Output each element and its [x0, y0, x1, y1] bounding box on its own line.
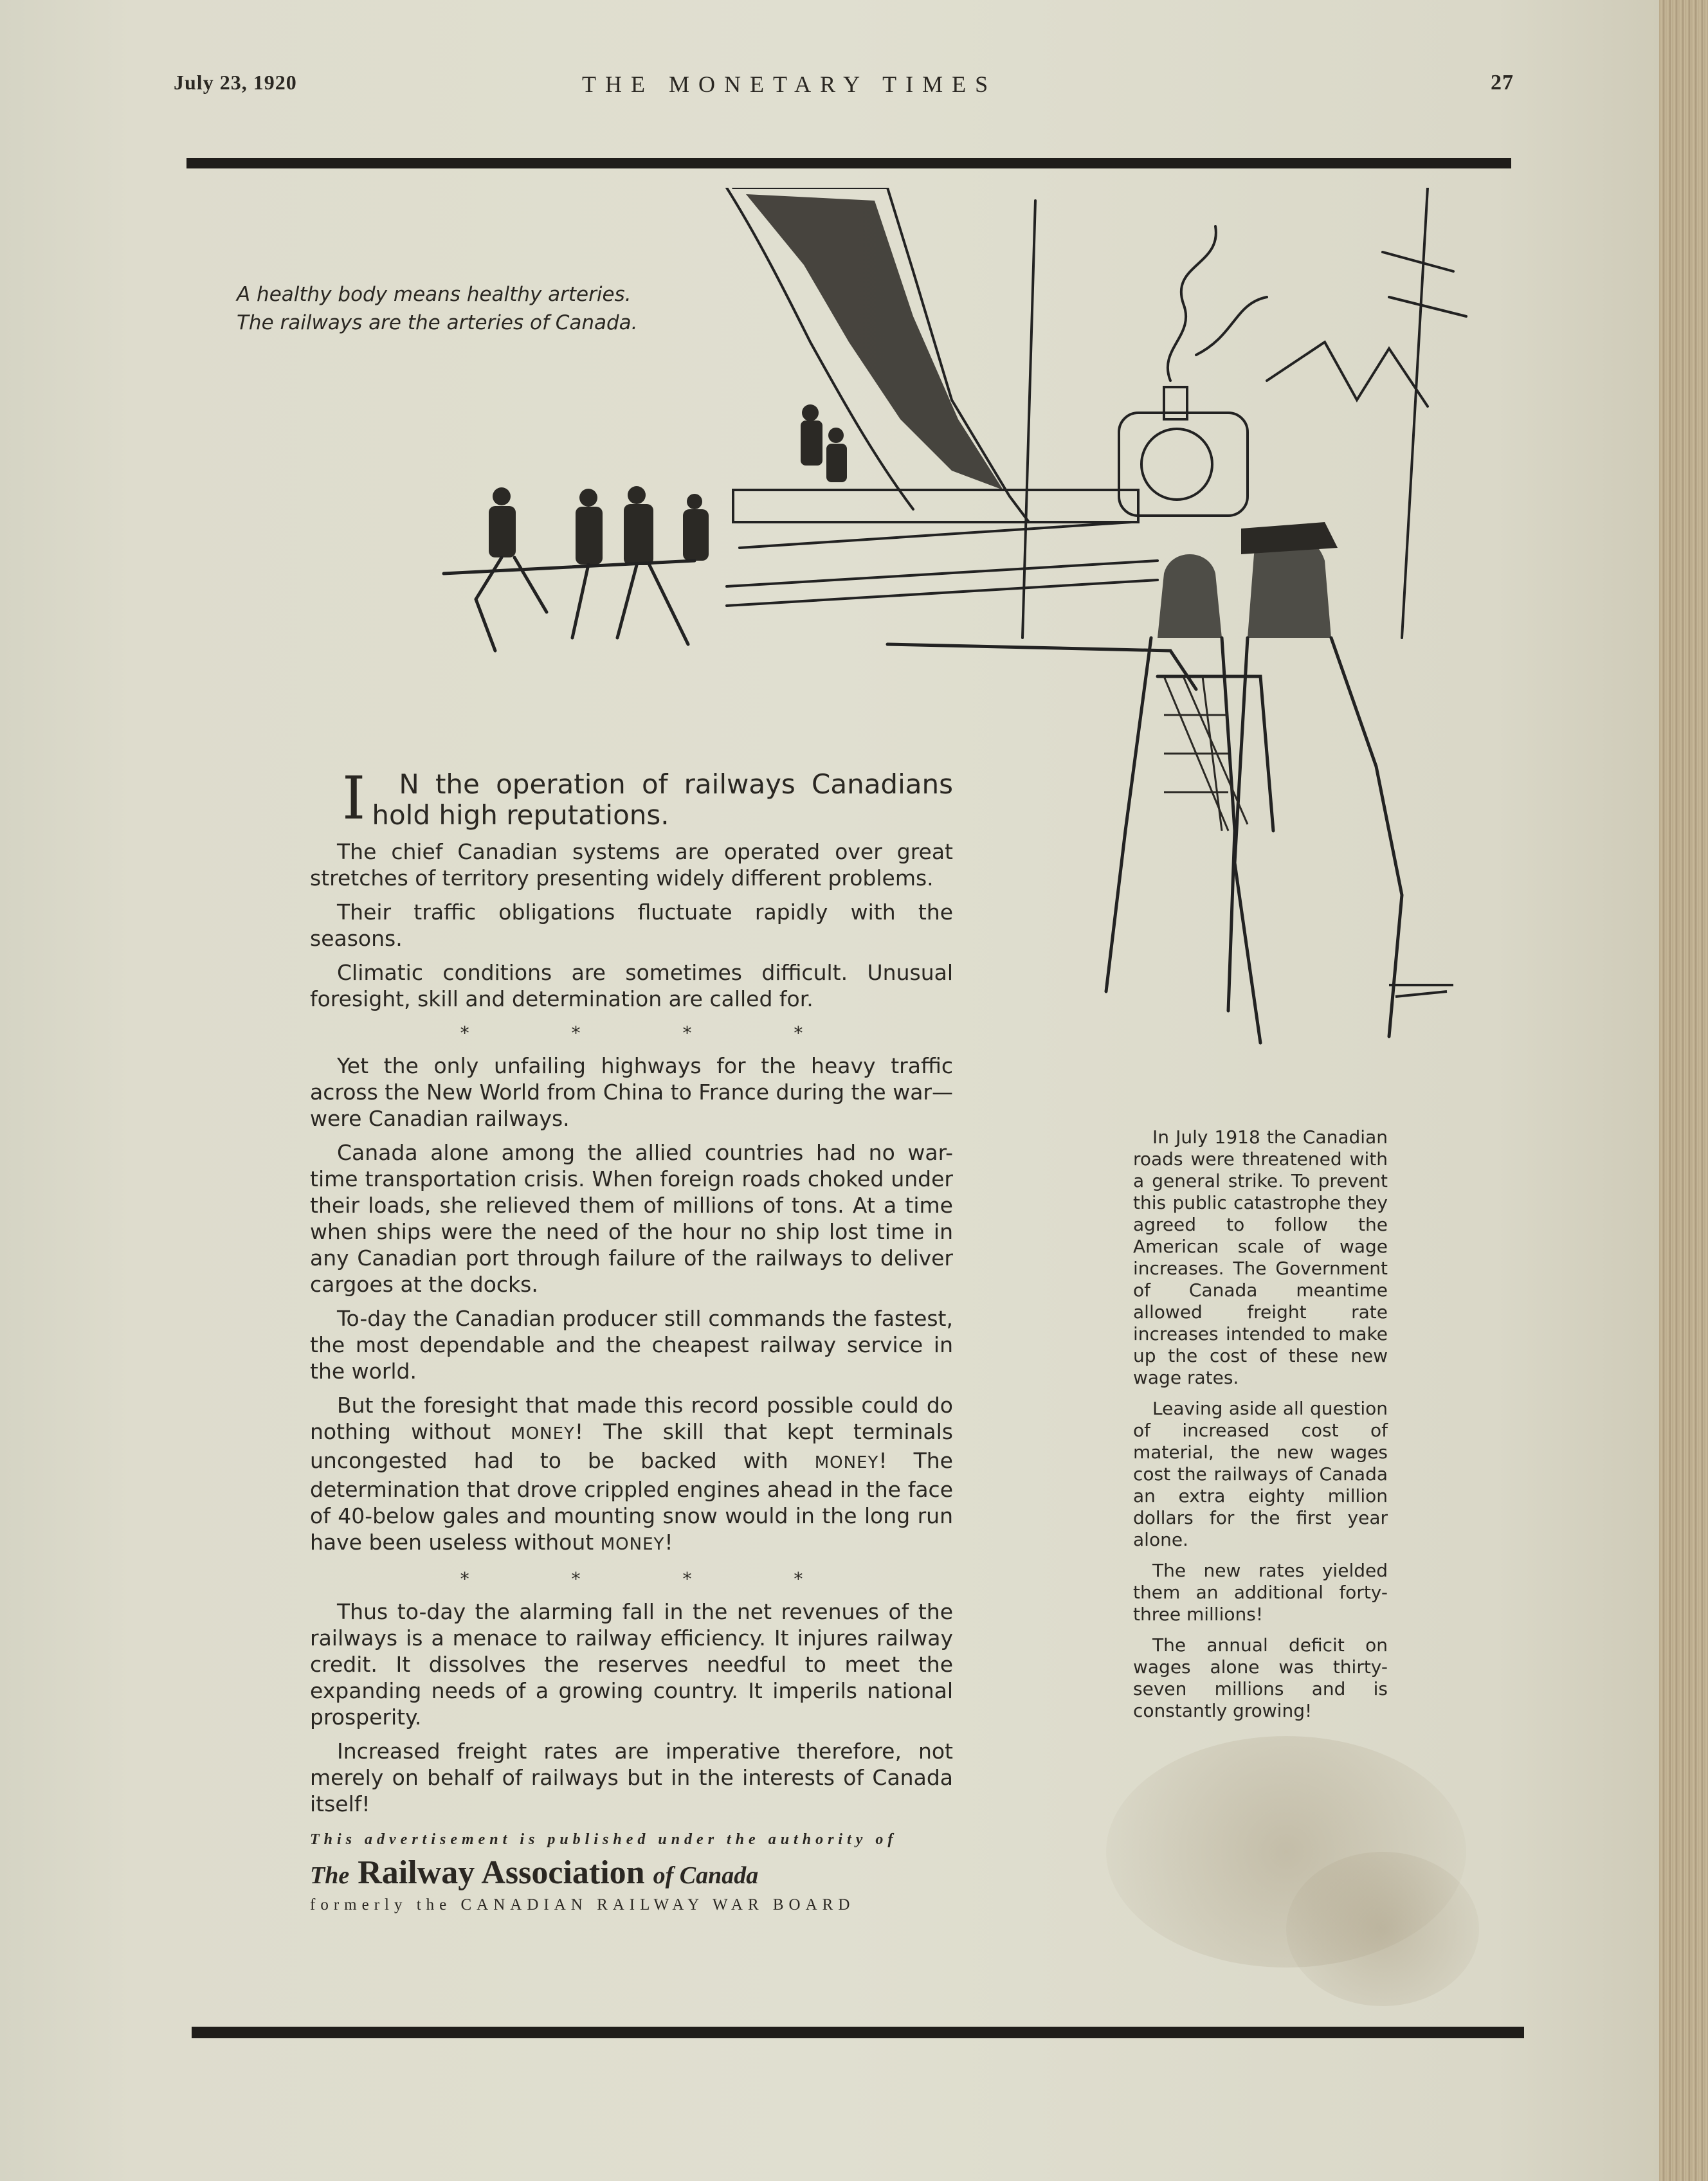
- publication-title: THE MONETARY TIMES: [582, 71, 997, 97]
- money-word: MONEY: [600, 1535, 665, 1554]
- money-word: MONEY: [511, 1424, 575, 1443]
- sidebar-paragraph: In July 1918 the Canadian roads were threatened with a general strike. To prevent this public catastrophe they agreed to follow the American scale of wage increases. The Government of Canada meantime allowed freight rate increases intended to make up the cost of these new wage rates.: [1133, 1127, 1388, 1388]
- issue-date: July 23, 1920: [174, 71, 297, 94]
- lead-text: N the operation of railways Canadians hold high reputations.: [372, 768, 953, 831]
- paper-stain: [1286, 1852, 1479, 2006]
- formerly-line: formerly the CANADIAN RAILWAY WAR BOARD: [310, 1896, 855, 1914]
- money-word: MONEY: [814, 1453, 879, 1472]
- association-name: The Railway Association of Canada: [310, 1854, 759, 1891]
- article-lead: [310, 764, 953, 833]
- bottom-rule: [192, 2027, 1524, 2038]
- paragraph: Increased freight rates are imperative therefore, not merely on behalf of railways but in the interests of Canada itself!: [310, 1739, 953, 1816]
- paragraph: To-day the Canadian producer still commands the fastest, the most dependable and the cheapest railway service in the world.: [310, 1306, 953, 1384]
- paragraph-money: But the foresight that made this record possible could do nothing without MONEY! The skill that kept terminals uncongested had to be backed with MONEY! The determination that drove crippled engines ahead in the face of 40-below gales and mounting snow would in the long run have been useless without MONEY!: [310, 1393, 953, 1555]
- paragraph: Thus to-day the alarming fall in the net revenues of the railways is a menace to railway efficiency. It injures railway credit. It dissolves the reserves needful to meet the expanding needs of a growing country. It imperils national prosperity.: [310, 1599, 953, 1730]
- paragraph: Yet the only unfailing highways for the heavy traffic across the New World from China to France during the war—were Canadian railways.: [310, 1053, 953, 1131]
- page-number: 27: [1491, 71, 1514, 95]
- page-edge-stack: [1659, 0, 1708, 2181]
- paragraph: Climatic conditions are sometimes difficult. Unusual foresight, skill and determination are called for.: [310, 960, 953, 1011]
- authority-line: This advertisement is published under the authority of: [310, 1831, 898, 1848]
- caption-line-1: A healthy body means healthy arteries.: [237, 283, 631, 306]
- article-body: [310, 764, 953, 1825]
- paragraph: The chief Canadian systems are operated over great stretches of territory presenting widely different problems.: [310, 839, 953, 891]
- section-divider-stars: * * * *: [460, 1568, 803, 1589]
- sidebar-paragraph: The annual deficit on wages alone was thirty-seven millions and is constantly growing!: [1133, 1634, 1388, 1721]
- sidebar-paragraph: The new rates yielded them an additional forty-three millions!: [1133, 1560, 1388, 1625]
- drop-cap: I: [342, 764, 366, 833]
- sidebar-column: [1133, 1127, 1388, 1731]
- top-rule: [186, 158, 1511, 168]
- paragraph: Canada alone among the allied countries had no war-time transportation crisis. When foreign roads choked under their loads, she relieved them of millions of tons. At a time when ships were the need of the hour no ship lost time in any Canadian port through failure of the railways to deliver cargoes at the docks.: [310, 1140, 953, 1297]
- advertisement-footer: [310, 1831, 953, 1914]
- section-divider-stars: * * * *: [460, 1022, 803, 1044]
- caption-line-2: The railways are the arteries of Canada.: [237, 311, 638, 334]
- paragraph: Their traffic obligations fluctuate rapidly with the seasons.: [310, 900, 953, 951]
- sidebar-paragraph: Leaving aside all question of increased cost of material, the new wages cost the railways of Canada an extra eighty million dollars for the first year alone.: [1133, 1398, 1388, 1550]
